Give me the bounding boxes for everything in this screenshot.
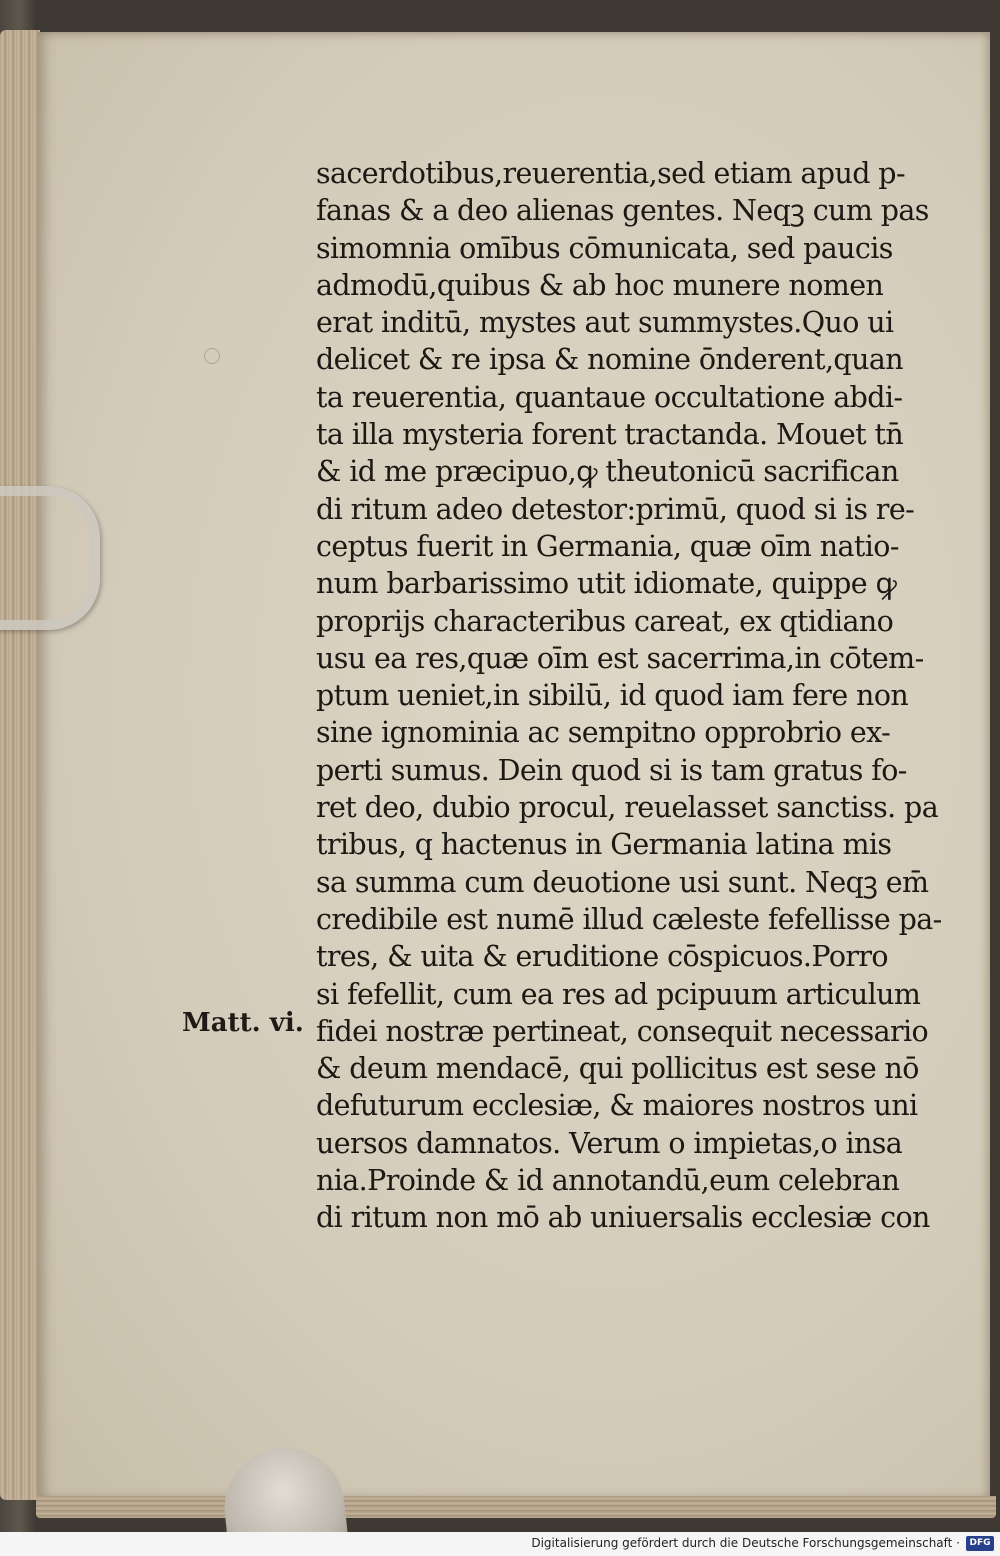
text-line: defuturum ecclesiæ, & maiores nostros uni (316, 1089, 918, 1123)
text-line: admodū,quibus & ab hoc munere nomen (316, 268, 884, 302)
page-clip-left (0, 486, 100, 630)
text-line: & deum mendacē, qui pollicitus est sese nō (316, 1052, 919, 1086)
text-line: sine ignominia ac sempitno opprobrio ex- (316, 716, 891, 750)
text-line: num barbarissimo utit idiomate, quippe ꝙ (316, 567, 897, 601)
text-line: ptum ueniet,in sibilū, id quod iam fere non (316, 679, 909, 713)
footer-bar (0, 1532, 1000, 1556)
text-line: perti sumus. Dein quod si is tam gratus fo- (316, 753, 907, 787)
text-line: di ritum non mō ab uniuersalis ecclesiæ con (316, 1201, 930, 1235)
footer-credit: Digitalisierung gefördert durch die Deutsche Forschungsgemeinschaft · (531, 1536, 960, 1550)
text-line: ceptus fuerit in Germania, quæ oīm natio- (316, 529, 899, 563)
text-line: usu ea res,quæ oīm est sacerrima,in cōtem- (316, 641, 924, 675)
text-line: sa summa cum deuotione usi sunt. Neqꝫ em̄ (316, 865, 929, 899)
text-line: si fefellit, cum ea res ad pcipuum articulum (316, 977, 921, 1011)
text-line: fanas & a deo alienas gentes. Neqꝫ cum pas (316, 194, 929, 228)
text-line: ta reuerentia, quantaue occultatione abdi- (316, 380, 903, 414)
text-line: ret deo, dubio procul, reuelasset sanctiss. pa (316, 791, 939, 825)
marginal-note: Matt. vi. (182, 1008, 304, 1038)
text-line: tribus, q hactenus in Germania latina mis (316, 828, 892, 862)
text-line: nia.Proinde & id annotandū,eum celebran (316, 1164, 900, 1198)
text-line: erat inditū, mystes aut summystes.Quo ui (316, 306, 894, 340)
page-hole (204, 348, 220, 364)
page-edge-left (0, 30, 40, 1500)
text-line: sacerdotibus,reuerentia,sed etiam apud p- (316, 157, 905, 190)
text-line: delicet & re ipsa & nomine ōnderent,quan (316, 343, 903, 377)
text-line: uersos damnatos. Verum o impietas,o insa (316, 1126, 903, 1160)
text-line: ta illa mysteria forent tractanda. Mouet tn̄ (316, 418, 904, 452)
body-text (316, 155, 941, 1237)
dfg-logo: DFG (966, 1536, 994, 1551)
text-line: di ritum adeo detestor:primū, quod si is re- (316, 492, 915, 526)
text-line: tres, & uita & eruditione cōspicuos.Porro (316, 940, 888, 974)
text-line: & id me præcipuo,ꝙ theutonicū sacrifican (316, 455, 899, 489)
text-line: proprijs characteribus careat, ex qtidiano (316, 604, 894, 638)
text-line: credibile est numē illud cæleste fefellisse pa- (316, 902, 942, 936)
text-line: fidei nostræ pertineat, consequit necessario (316, 1014, 929, 1048)
page-bottom-edge (36, 1496, 996, 1518)
text-line: simomnia omībus cōmunicata, sed paucis (316, 231, 893, 265)
